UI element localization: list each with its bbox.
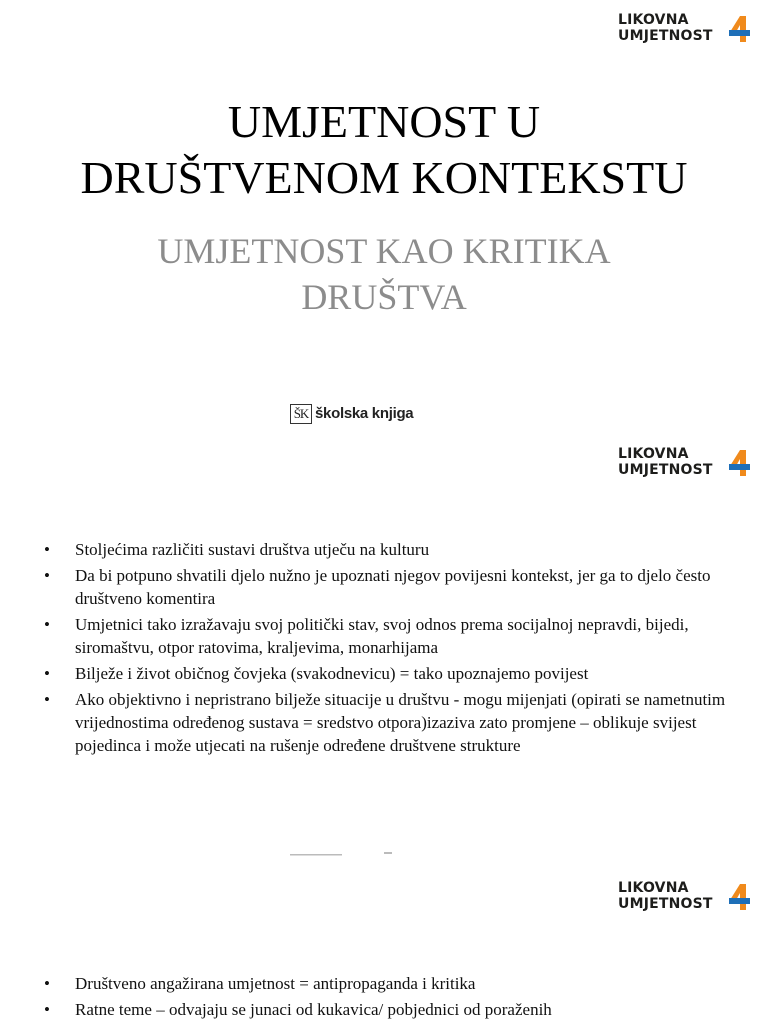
decorative-line-fragment (290, 852, 400, 858)
publisher-name: školska knjiga (315, 405, 414, 422)
logo-text: LIKOVNA UMJETNOST (618, 12, 713, 44)
publisher-mark-icon: ŠK (290, 404, 312, 424)
list-item: • Umjetnici tako izražavaju svoj politički stav, svoj odnos prema socijalnoj nepravdi, bijedi, siromaštvu, otpor ratovima, kraljevima, monarhijama (44, 615, 689, 657)
likovna-umjetnost-logo (618, 880, 750, 914)
slide-content-1 (0, 432, 768, 864)
logo-text: LIKOVNA UMJETNOST (618, 446, 713, 478)
likovna-umjetnost-logo (618, 446, 750, 480)
bullet-list (44, 538, 744, 760)
presentation-title: UMJETNOST U DRUŠTVENOM KONTEKSTU (80, 96, 688, 203)
slide-content-2 (0, 864, 768, 1024)
list-item: • Stoljećima različiti sustavi društva utječu na kulturu (44, 540, 430, 559)
logo-number-4-icon (728, 448, 750, 478)
logo-number-4-icon (728, 14, 750, 44)
bullet-list (44, 972, 744, 1024)
likovna-umjetnost-logo (618, 12, 750, 46)
list-item: • Bilježe i život običnog čovjeka (svakodnevicu) = tako upoznajemo povijest (44, 664, 589, 683)
list-item: • Ratne teme – odvajaju se junaci od kukavica/ pobjednici od poraženih (44, 1000, 552, 1019)
list-item: • Ako objektivno i nepristrano bilježe situacije u društvu - mogu mijenjati (opirati se nametnutim vrijednostima određenog sustava = sredstvo otpora)izaziva zato promjene – oblikuje svijest pojedinca i može utjecati na rušenje određene društvene strukture (44, 690, 726, 755)
logo-text: LIKOVNA UMJETNOST (618, 880, 713, 912)
presentation-subtitle: UMJETNOST KAO KRITIKA DRUŠTVA (157, 231, 611, 317)
list-item: • Društveno angažirana umjetnost = antipropaganda i kritika (44, 974, 476, 993)
logo-number-4-icon (728, 882, 750, 912)
slide-title (0, 0, 768, 432)
list-item: • Da bi potpuno shvatili djelo nužno je upoznati njegov povijesni kontekst, jer ga to djelo često društveno komentira (44, 566, 711, 608)
